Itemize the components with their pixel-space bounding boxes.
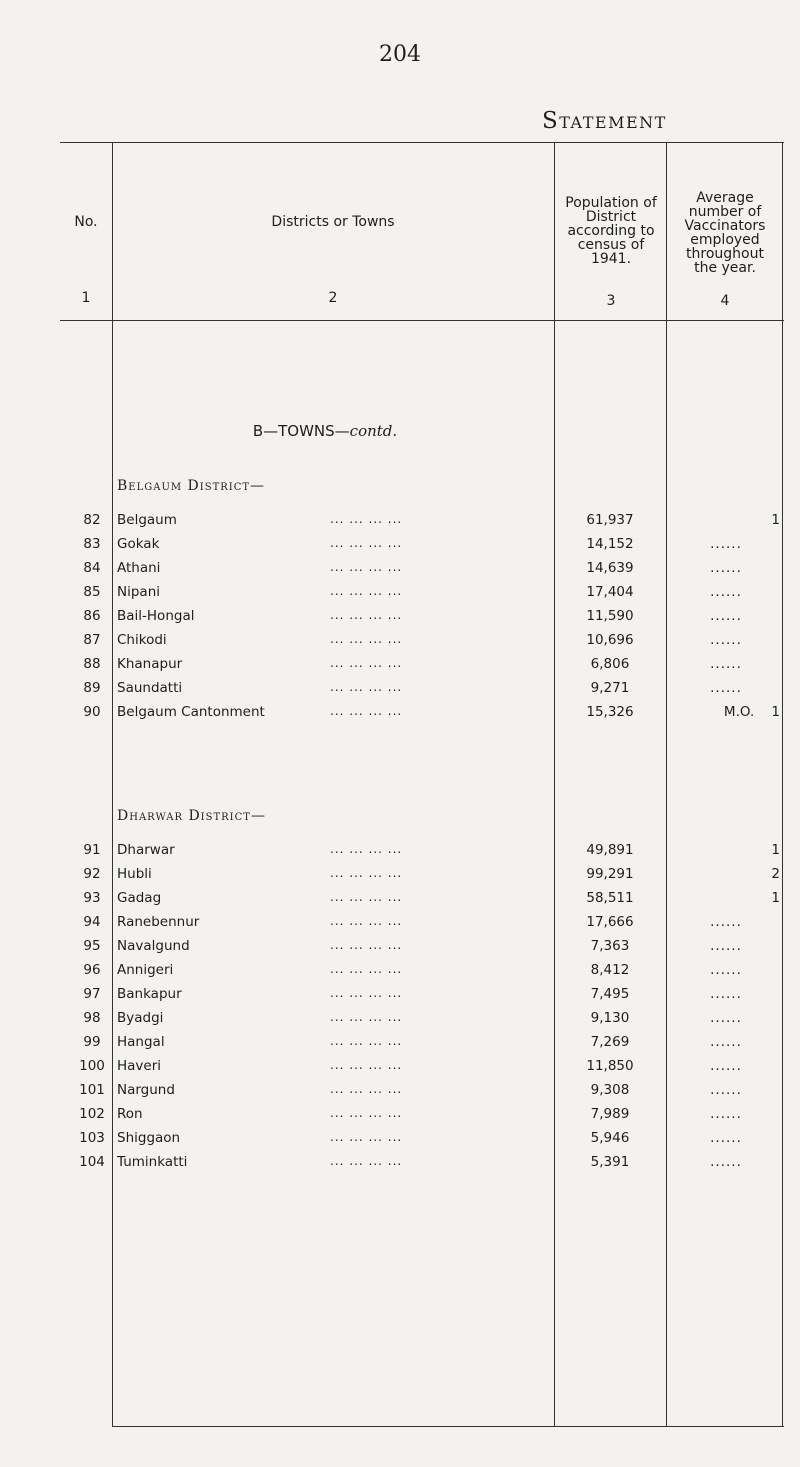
row-number: 85	[83, 584, 101, 600]
row-population: 8,412	[590, 962, 630, 978]
column-number-1: 1	[81, 290, 91, 306]
row-number: 86	[83, 608, 101, 624]
population-label-line: District	[585, 209, 637, 225]
row-number: 98	[83, 1010, 101, 1026]
vaccinators-label-line: number of	[688, 204, 762, 220]
row-population: 6,806	[590, 656, 630, 672]
row-leader-dots: ... ... ... ...	[330, 986, 403, 1000]
vaccinators-label-line: throughout	[686, 246, 764, 262]
table-row	[0, 914, 800, 938]
row-number: 102	[79, 1106, 105, 1122]
row-leader-dots: ... ... ... ...	[330, 1130, 403, 1144]
row-town-name: Shiggaon	[117, 1130, 181, 1146]
row-population: 61,937	[586, 512, 634, 528]
column-header-population	[556, 196, 666, 266]
table-row	[0, 512, 800, 536]
row-number: 93	[83, 890, 101, 906]
row-leader-dots: ... ... ... ...	[330, 560, 403, 574]
row-town-name: Byadgi	[117, 1010, 164, 1026]
row-number: 88	[83, 656, 101, 672]
page-number: 204	[379, 42, 421, 67]
row-leader-dots: ... ... ... ...	[330, 1034, 403, 1048]
row-vaccinators: ......	[710, 1058, 742, 1074]
page-heading: Statement	[542, 108, 667, 134]
row-vaccinators: 2	[771, 866, 780, 882]
row-number: 94	[83, 914, 101, 930]
row-town-name: Khanapur	[117, 656, 183, 672]
row-population: 99,291	[586, 866, 634, 882]
district-title-dharwar: Dharwar District—	[117, 808, 266, 824]
district-title-belgaum: Belgaum District—	[117, 478, 266, 494]
header-bottom-rule	[60, 320, 784, 321]
row-number: 96	[83, 962, 101, 978]
row-town-name: Bail-Hongal	[117, 608, 195, 624]
row-leader-dots: ... ... ... ...	[330, 1106, 403, 1120]
row-vaccinators: ......	[710, 1082, 742, 1098]
row-vaccinators: ......	[710, 584, 742, 600]
row-population: 5,946	[590, 1130, 630, 1146]
section-title-suffix: contd.	[349, 422, 398, 440]
row-number: 91	[83, 842, 101, 858]
row-leader-dots: ... ... ... ...	[330, 584, 403, 598]
row-town-name: Bankapur	[117, 986, 182, 1002]
row-vaccinators: ......	[710, 1154, 742, 1170]
row-leader-dots: ... ... ... ...	[330, 1154, 403, 1168]
population-label-line: Population of	[565, 195, 657, 211]
table-row	[0, 608, 800, 632]
row-vaccinators: 1	[771, 842, 780, 858]
row-leader-dots: ... ... ... ...	[330, 1082, 403, 1096]
table-row	[0, 1106, 800, 1130]
row-vaccinators: ......	[710, 536, 742, 552]
vaccinators-label-line: the year.	[694, 260, 756, 276]
row-population: 11,850	[586, 1058, 634, 1074]
row-population: 15,326	[586, 704, 634, 720]
row-leader-dots: ... ... ... ...	[330, 890, 403, 904]
table-top-rule	[60, 142, 784, 143]
vaccinators-label-line: Average	[696, 190, 754, 206]
population-label-line: census of	[577, 237, 645, 253]
column-divider-3	[666, 142, 667, 1426]
row-leader-dots: ... ... ... ...	[330, 512, 403, 526]
row-town-name: Haveri	[117, 1058, 162, 1074]
table-row	[0, 1034, 800, 1058]
table-row	[0, 584, 800, 608]
row-town-name: Ron	[117, 1106, 143, 1122]
table-row	[0, 938, 800, 962]
row-population: 5,391	[590, 1154, 630, 1170]
row-town-name: Nipani	[117, 584, 160, 600]
table-row	[0, 1154, 800, 1178]
row-number: 84	[83, 560, 101, 576]
row-number: 97	[83, 986, 101, 1002]
row-population: 14,152	[586, 536, 634, 552]
row-vaccinators: 1	[771, 512, 780, 528]
row-vaccinators: ......	[710, 1106, 742, 1122]
row-number: 89	[83, 680, 101, 696]
row-town-name: Hubli	[117, 866, 152, 882]
row-vaccinators: 1	[771, 890, 780, 906]
row-population: 10,696	[586, 632, 634, 648]
table-row	[0, 1130, 800, 1154]
row-population: 49,891	[586, 842, 634, 858]
row-vaccinators: ......	[710, 656, 742, 672]
table-row	[0, 560, 800, 584]
row-population: 17,666	[586, 914, 634, 930]
table-row	[0, 680, 800, 704]
table-row	[0, 842, 800, 866]
row-leader-dots: ... ... ... ...	[330, 866, 403, 880]
row-vaccinators: ......	[710, 1010, 742, 1026]
row-vaccinators: ......	[710, 1130, 742, 1146]
row-town-name: Annigeri	[117, 962, 174, 978]
table-row	[0, 536, 800, 560]
column-divider-4	[782, 142, 783, 1426]
row-population: 9,130	[590, 1010, 630, 1026]
row-population: 7,269	[590, 1034, 630, 1050]
row-leader-dots: ... ... ... ...	[330, 914, 403, 928]
column-header-vaccinators	[668, 191, 782, 275]
table-row	[0, 632, 800, 656]
column-header-no: No.	[74, 214, 98, 230]
row-population: 9,271	[590, 680, 630, 696]
row-leader-dots: ... ... ... ...	[330, 608, 403, 622]
row-leader-dots: ... ... ... ...	[330, 1010, 403, 1024]
row-leader-dots: ... ... ... ...	[330, 938, 403, 952]
table-row	[0, 866, 800, 890]
row-number: 87	[83, 632, 101, 648]
row-vaccinators: ......	[710, 986, 742, 1002]
column-divider-2	[554, 142, 555, 1426]
vaccinators-label-line: Vaccinators	[684, 218, 766, 234]
vaccinators-label-line: employed	[690, 232, 760, 248]
row-vaccinators: ......	[710, 914, 742, 930]
row-number: 101	[79, 1082, 105, 1098]
row-leader-dots: ... ... ... ...	[330, 704, 403, 718]
column-header-districts: Districts or Towns	[271, 214, 395, 230]
row-population: 17,404	[586, 584, 634, 600]
row-number: 83	[83, 536, 101, 552]
row-population: 7,989	[590, 1106, 630, 1122]
row-leader-dots: ... ... ... ...	[330, 656, 403, 670]
row-vaccinators: ......	[710, 560, 742, 576]
row-town-name: Athani	[117, 560, 161, 576]
population-label-line: according to	[567, 223, 655, 239]
row-vaccinators: ......	[710, 962, 742, 978]
row-vaccinators: ......	[710, 938, 742, 954]
row-vaccinators: ......	[710, 680, 742, 696]
population-label-line: 1941.	[590, 251, 632, 267]
row-number: 90	[83, 704, 101, 720]
row-leader-dots: ... ... ... ...	[330, 962, 403, 976]
row-town-name: Belgaum Cantonment	[117, 704, 265, 720]
row-town-name: Gokak	[117, 536, 160, 552]
table-row	[0, 704, 800, 728]
row-vaccinators: ......	[710, 1034, 742, 1050]
row-leader-dots: ... ... ... ...	[330, 1058, 403, 1072]
row-population: 11,590	[586, 608, 634, 624]
column-number-3: 3	[606, 293, 616, 309]
row-town-name: Gadag	[117, 890, 162, 906]
row-leader-dots: ... ... ... ...	[330, 680, 403, 694]
row-number: 92	[83, 866, 101, 882]
row-leader-dots: ... ... ... ...	[330, 842, 403, 856]
row-population: 9,308	[590, 1082, 630, 1098]
section-title: B—TOWNS—contd.	[252, 422, 398, 440]
row-number: 104	[79, 1154, 105, 1170]
column-number-4: 4	[720, 293, 730, 309]
row-number: 103	[79, 1130, 105, 1146]
table-row	[0, 1010, 800, 1034]
row-town-name: Saundatti	[117, 680, 183, 696]
row-town-name: Tuminkatti	[117, 1154, 188, 1170]
table-row	[0, 890, 800, 914]
row-number: 99	[83, 1034, 101, 1050]
table-row	[0, 1082, 800, 1106]
row-leader-dots: ... ... ... ...	[330, 632, 403, 646]
row-vaccinators: ......	[710, 632, 742, 648]
row-town-name: Navalgund	[117, 938, 190, 954]
table-row	[0, 1058, 800, 1082]
row-number: 95	[83, 938, 101, 954]
row-population: 14,639	[586, 560, 634, 576]
row-leader-dots: ... ... ... ...	[330, 536, 403, 550]
row-town-name: Hangal	[117, 1034, 165, 1050]
row-vaccinators: M.O. 1	[723, 704, 780, 720]
row-population: 58,511	[586, 890, 634, 906]
row-population: 7,495	[590, 986, 630, 1002]
table-row	[0, 962, 800, 986]
column-number-2: 2	[328, 290, 338, 306]
column-divider-1	[112, 142, 113, 1426]
table-row	[0, 986, 800, 1010]
row-town-name: Ranebennur	[117, 914, 200, 930]
table-row	[0, 656, 800, 680]
row-number: 82	[83, 512, 101, 528]
table-bottom-rule	[112, 1426, 784, 1427]
row-town-name: Nargund	[117, 1082, 175, 1098]
row-number: 100	[79, 1058, 105, 1074]
row-vaccinators: ......	[710, 608, 742, 624]
row-population: 7,363	[590, 938, 630, 954]
row-town-name: Belgaum	[117, 512, 177, 528]
row-town-name: Chikodi	[117, 632, 167, 648]
row-town-name: Dharwar	[117, 842, 175, 858]
